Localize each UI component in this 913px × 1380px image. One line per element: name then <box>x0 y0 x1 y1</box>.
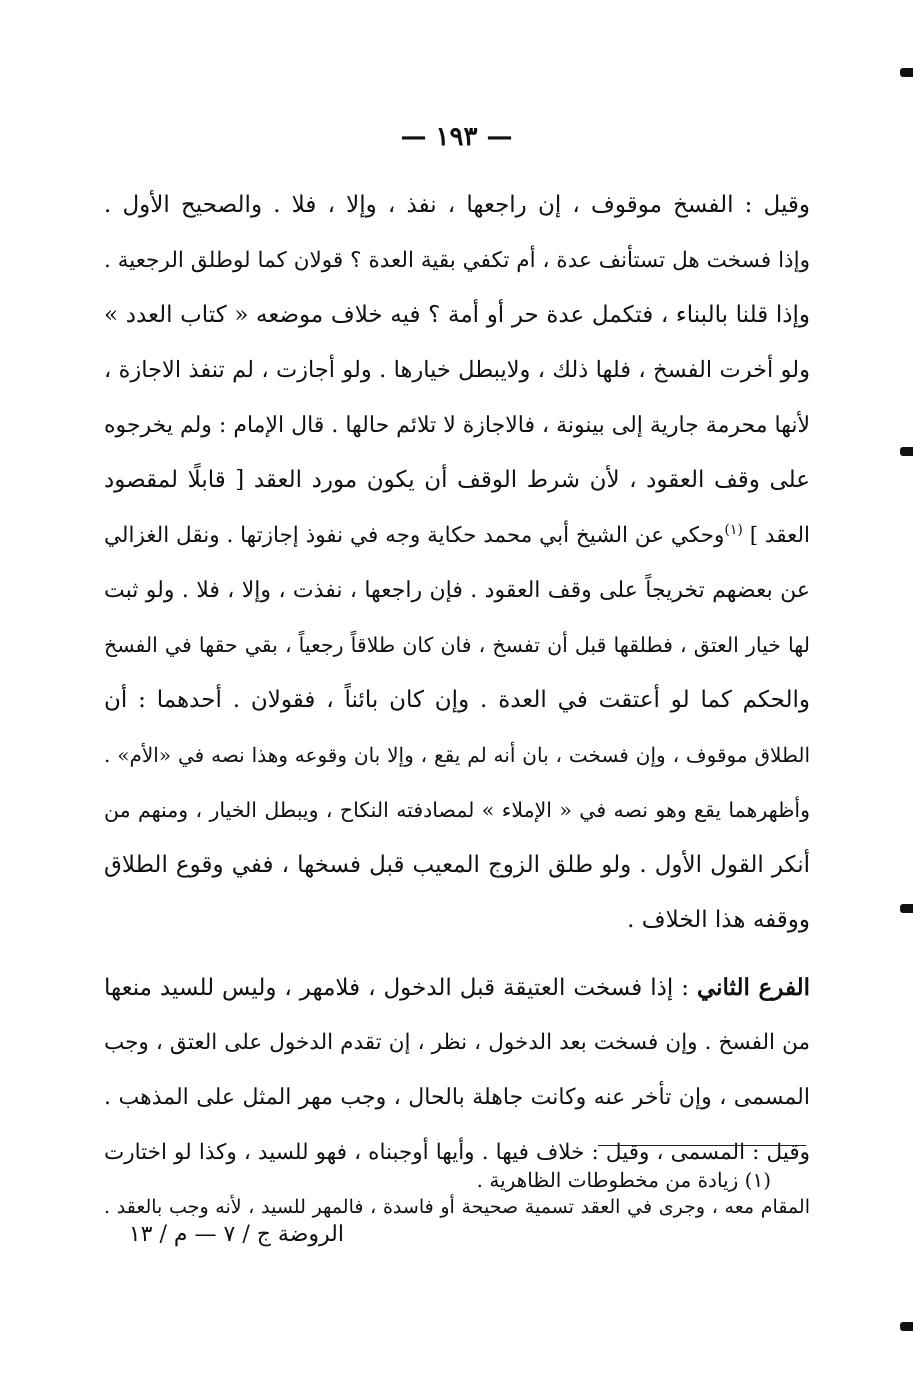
text-line <box>104 960 810 1015</box>
scan-edge-mark <box>900 447 913 456</box>
text-line-rest: وحكي عن الشيخ أبي محمد حكاية وجه في نفوذ إجازتها . ونقل الغزالي <box>104 523 725 548</box>
text-line: وقيل : المسمى ، وقيل : خلاف فيها . وأيها أوجبناه ، فهو للسيد ، وكذا لو اختارت <box>104 1140 810 1165</box>
text-line: لأنها محرمة جارية إلى بينونة ، فالاجازة لا تلائم حالها . قال الإمام : ولم يخرجوه <box>104 413 810 438</box>
scan-edge-mark <box>900 68 913 77</box>
text-line: عن بعضهم تخريجاً على وقف العقود . فإن راجعها ، نفذت ، وإلا ، فلا . ولو ثبت <box>104 578 810 603</box>
text-line: المقام معه ، وجرى في العقد تسمية صحيحة أو فاسدة ، فالمهر للسيد ، لأنه وجب بالعقد . <box>104 1196 810 1218</box>
text-line: المسمى ، وإن تأخر عنه وكانت جاهلة بالحال ، وجب مهر المثل على المذهب . <box>104 1085 810 1110</box>
text-line: من الفسخ . وإن فسخت بعد الدخول ، نظر ، إن تقدم الدخول على العتق ، وجب <box>104 1030 810 1055</box>
text-line: وإذا قلنا بالبناء ، فتكمل عدة حر أو أمة ؟ فيه خلاف موضعه « كتاب العدد » <box>104 302 810 328</box>
footnote: (١) زيادة من مخطوطات الظاهرية . <box>476 1168 771 1192</box>
text-line <box>104 508 810 563</box>
scan-edge-mark <box>900 904 913 913</box>
page-number: — ١٩٣ — <box>400 122 513 152</box>
text-line-rest: : إذا فسخت العتيقة قبل الدخول ، فلامهر ، وليس للسيد منعها <box>104 975 689 1001</box>
footnote-divider <box>598 1145 806 1146</box>
text-line: والحكم كما لو أعتقت في العدة . وإن كان بائناً ، فقولان . أحدهما : أن <box>104 687 810 713</box>
scan-edge-mark <box>900 1322 913 1331</box>
footnote-marker: (١) <box>724 521 743 538</box>
text-line: على وقف العقود ، لأن شرط الوقف أن يكون مورد العقد [ قابلًا لمقصود <box>104 467 810 493</box>
text-line: لها خيار العتق ، فطلقها قبل أن تفسخ ، فان كان طلاقاً رجعياً ، بقي حقها في الفسخ <box>104 633 810 657</box>
text-line: الطلاق موقوف ، وإن فسخت ، بان أنه لم يقع ، وإلا بان وقوعه وهذا نصه في «الأم» . <box>104 743 810 767</box>
text-line: وقيل : الفسخ موقوف ، إن راجعها ، نفذ ، وإلا ، فلا . والصحيح الأول . <box>104 192 810 218</box>
text-line: ووقفه هذا الخلاف . <box>627 907 810 933</box>
section-heading: الفرع الثاني <box>696 974 810 1001</box>
print-signature: الروضة ج / ٧ — م / ١٣ <box>128 1222 344 1247</box>
text-line-prefix: العقد ] <box>749 523 810 548</box>
text-line: ولو أخرت الفسخ ، فلها ذلك ، ولايبطل خيارها . ولو أجازت ، لم تنفذ الاجازة ، <box>104 357 810 383</box>
text-line: وأظهرهما يقع وهو نصه في « الإملاء » لمصادفته النكاح ، ويبطل الخيار ، ومنهم من <box>104 798 810 822</box>
text-line: أنكر القول الأول . ولو طلق الزوج المعيب قبل فسخها ، ففي وقوع الطلاق <box>104 852 810 878</box>
main-text <box>104 178 810 1235</box>
text-line: وإذا فسخت هل تستأنف عدة ، أم تكفي بقية العدة ؟ قولان كما لوطلق الرجعية . <box>104 248 810 273</box>
